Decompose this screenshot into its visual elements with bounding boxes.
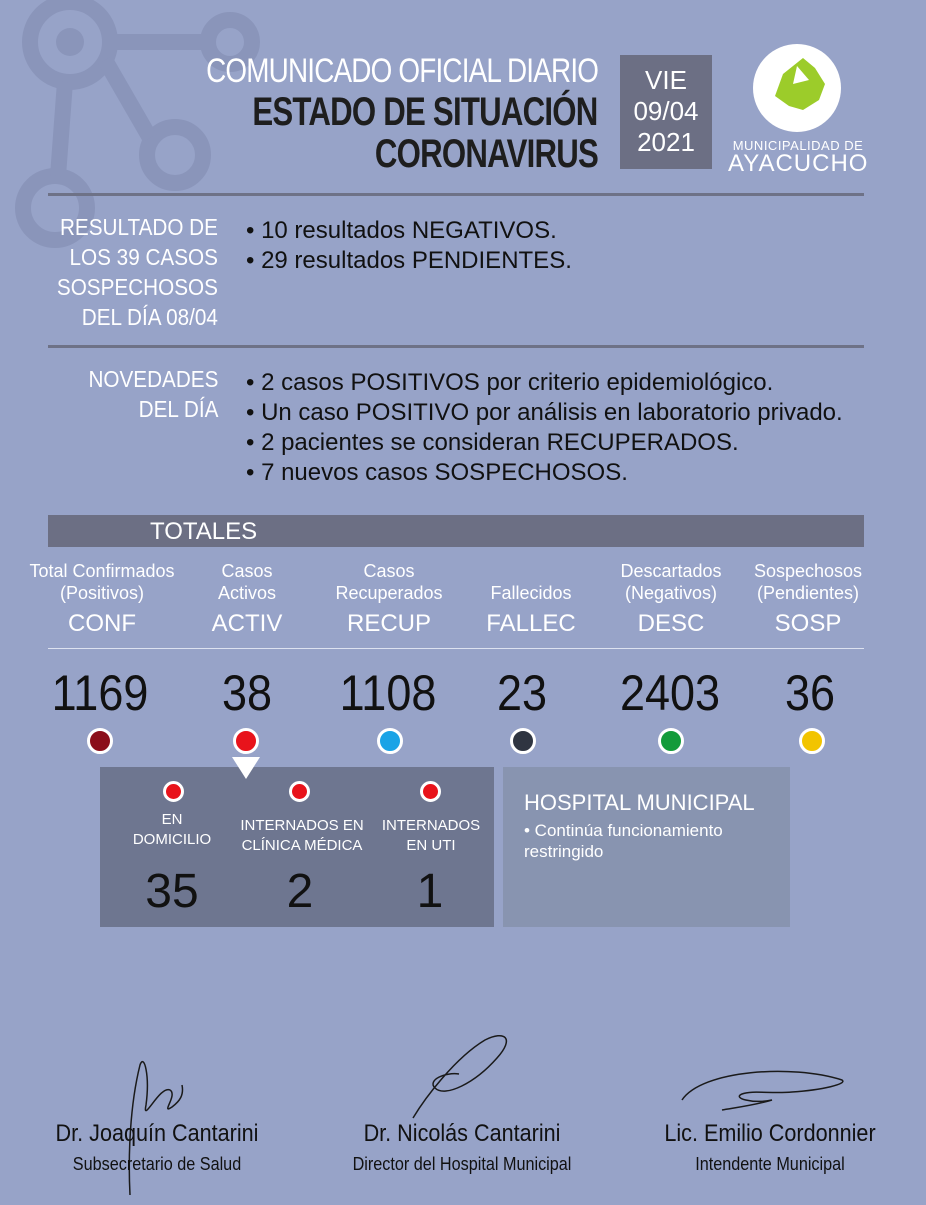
header-title: ESTADO DE SITUACIÓN xyxy=(252,90,598,134)
value-desc: 2403 xyxy=(619,665,721,721)
value-recup: 1108 xyxy=(339,665,437,721)
divider xyxy=(48,345,864,348)
hospital-title: HOSPITAL MUNICIPAL xyxy=(524,790,755,815)
logo-text-ayacucho: AYACUCHO xyxy=(728,150,869,177)
divider xyxy=(48,648,864,649)
col-conf: Total Confirmados (Positivos) CONF xyxy=(29,561,175,637)
hospital-text: • Continúa funcionamiento restringido xyxy=(524,821,723,861)
header-subtitle: COMUNICADO OFICIAL DIARIO xyxy=(205,52,598,90)
dot-clinica-icon xyxy=(289,781,310,802)
dot-uti-icon xyxy=(420,781,441,802)
value-conf: 1169 xyxy=(51,665,149,721)
list-item: • 2 pacientes se consideran RECUPERADOS. xyxy=(246,429,739,456)
dot-conf-icon xyxy=(87,728,113,754)
value-clinica: 2 xyxy=(286,865,314,918)
header-title-coronavirus: CORONAVIRUS xyxy=(374,132,598,176)
col-activ: Casos Activos ACTIV xyxy=(211,561,283,637)
value-domicilio: 35 xyxy=(145,865,199,918)
col-sosp: Sospechosos (Pendientes) SOSP xyxy=(753,561,863,637)
list-item: • 2 casos POSITIVOS por criterio epidemiológico. xyxy=(246,369,774,396)
novedades-list xyxy=(246,368,843,488)
dot-sosp-icon xyxy=(799,728,825,754)
col-fallec: Fallecidos FALLEC xyxy=(486,583,576,637)
list-item: • 29 resultados PENDIENTES. xyxy=(246,247,572,274)
value-uti: 1 xyxy=(416,865,444,918)
resultados-label: RESULTADO DE LOS 39 CASOS SOSPECHOSOS DEL DÍA 08/04 xyxy=(56,214,218,330)
signature-role-1: Subsecretario de Salud xyxy=(72,1154,242,1174)
signature-name-1: Dr. Joaquín Cantarini xyxy=(55,1120,259,1147)
dot-fallec-icon xyxy=(510,728,536,754)
signature-name-3: Lic. Emilio Cordonnier xyxy=(664,1120,876,1147)
signature-name-2: Dr. Nicolás Cantarini xyxy=(363,1120,561,1147)
label-domicilio: EN DOMICILIO xyxy=(132,811,212,848)
pointer-triangle-icon xyxy=(232,757,260,779)
ayacucho-map-icon xyxy=(753,44,841,132)
list-item: • Un caso POSITIVO por análisis en laboratorio privado. xyxy=(246,399,843,426)
label-uti: INTERNADOS EN UTI xyxy=(381,817,481,854)
dot-domicilio-icon xyxy=(163,781,184,802)
date-day: VIE xyxy=(645,65,687,95)
novedades-label: NOVEDADES DEL DÍA xyxy=(88,366,218,422)
date-daymonth: 09/04 xyxy=(633,96,699,126)
signature-2-icon xyxy=(405,1028,525,1128)
value-activ: 38 xyxy=(221,665,273,721)
label-clinica: INTERNADOS EN CLÍNICA MÉDICA xyxy=(240,817,364,854)
date-year: 2021 xyxy=(637,127,695,157)
logo-text-municipalidad: MUNICIPALIDAD DE xyxy=(732,138,864,153)
dot-activ-icon xyxy=(233,728,259,754)
municipal-logo xyxy=(753,44,841,132)
resultados-list xyxy=(246,216,572,276)
dot-desc-icon xyxy=(658,728,684,754)
dot-recup-icon xyxy=(377,728,403,754)
list-item: • 10 resultados NEGATIVOS. xyxy=(246,217,557,244)
signature-role-2: Director del Hospital Municipal xyxy=(352,1154,572,1174)
divider xyxy=(48,193,864,196)
signature-role-3: Intendente Municipal xyxy=(695,1154,845,1174)
value-fallec: 23 xyxy=(496,665,548,721)
list-item: • 7 nuevos casos SOSPECHOSOS. xyxy=(246,459,628,486)
col-recup: Casos Recuperados RECUP xyxy=(335,561,443,637)
date-box xyxy=(620,55,712,169)
col-desc: Descartados (Negativos) DESC xyxy=(620,561,722,637)
totales-label: TOTALES xyxy=(150,518,258,545)
signature-3-icon xyxy=(672,1060,852,1120)
value-sosp: 36 xyxy=(784,665,836,721)
